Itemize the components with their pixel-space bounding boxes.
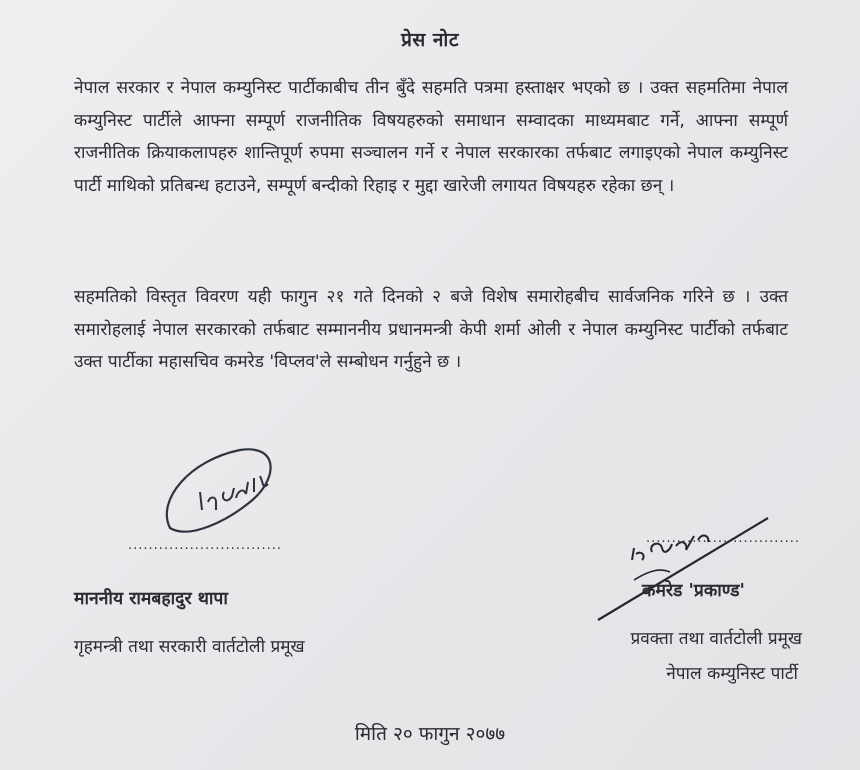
- signatory-right-role: प्रवक्ता तथा वार्तटोली प्रमूख: [630, 629, 802, 649]
- signature-right-image: [590, 510, 780, 630]
- signatory-left-name: माननीय रामबहादुर थापा: [74, 589, 228, 609]
- document-date: मिति २० फागुन २०७७: [354, 723, 506, 745]
- signature-line-left: ..............................: [128, 538, 282, 553]
- page-title: प्रेस नोट: [401, 29, 459, 51]
- signatory-right-name: कमरेड 'प्रकाण्ड': [642, 581, 745, 601]
- signatory-right-organization: नेपाल कम्युनिस्ट पार्टी: [666, 664, 798, 684]
- paragraph-agreement: नेपाल सरकार र नेपाल कम्युनिस्ट पार्टीकाबीच तीन बुँदे सहमति पत्रमा हस्ताक्षर भएको छ । उक्त सहमतिमा नेपाल कम्युनिस्ट पार्टीले आफ्ना सम्पूर्ण राजनीतिक विषयहरुको समाधान सम्वादका माध्यमबाट गर्ने, आफ्ना सम्पूर्ण राजनीतिक क्रियाकलापहरु शान्तिपूर्ण रुपमा सञ्चालन गर्ने र नेपाल सरकारका तर्फबाट लगाइएको नेपाल कम्युनिस्ट पार्टी माथिको प्रतिबन्ध हटाउने, सम्पूर्ण बन्दीको रिहाइ र मुद्दा खारेजी लगायत विषयहरु रहेका छन् ।: [74, 78, 788, 196]
- signature-left-image: [150, 440, 290, 550]
- signatory-left-role: गृहमन्त्री तथा सरकारी वार्तटोली प्रमूख: [74, 637, 305, 657]
- paragraph-ceremony: सहमतिको विस्तृत विवरण यही फागुन २१ गते दिनको २ बजे विशेष समारोहबीच सार्वजनिक गरिने छ । उक्त समारोहलाई नेपाल सरकारको तर्फबाट सम्माननीय प्रधानमन्त्री केपी शर्मा ओली र नेपाल कम्युनिस्ट पार्टीको तर्फबाट उक्त पार्टीका महासचिव कमरेड 'विप्लव'ले सम्बोधन गर्नुहुने छ ।: [74, 287, 788, 372]
- signature-line-right: ..............................: [646, 531, 800, 546]
